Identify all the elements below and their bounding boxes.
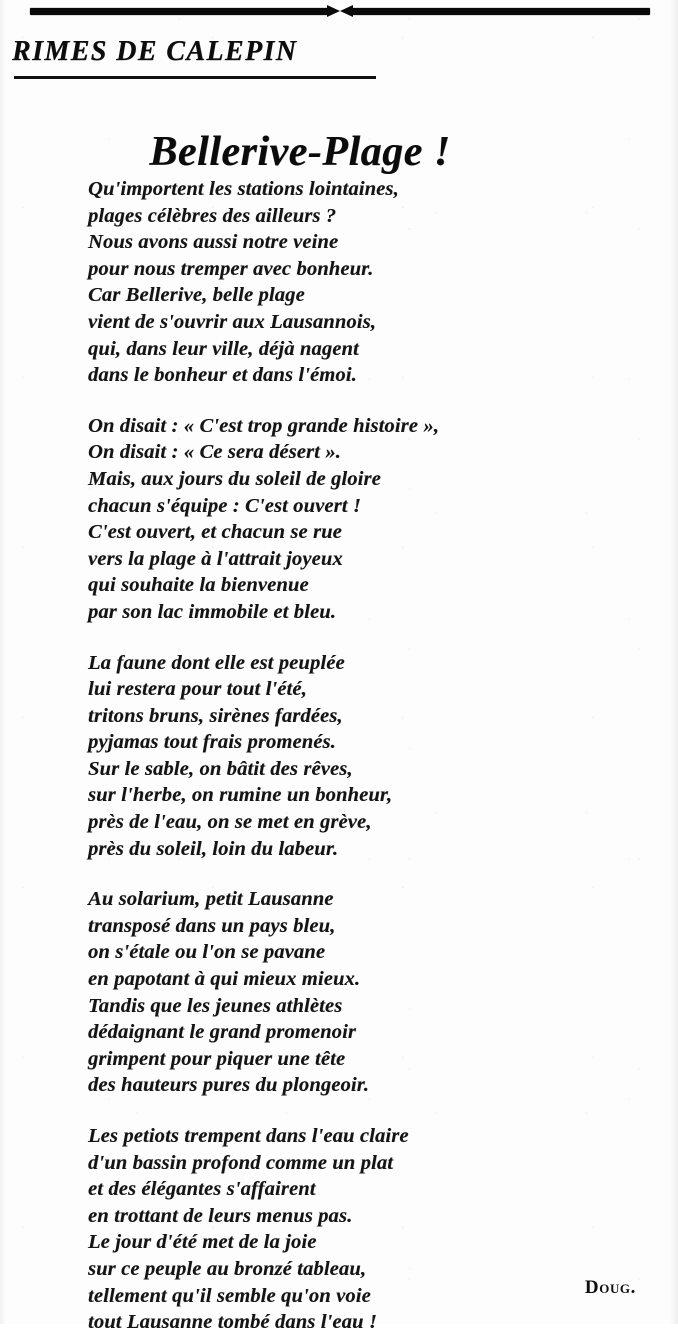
verse-line: On disait : « Ce sera désert ». bbox=[88, 441, 341, 464]
verse-line: vient de s'ouvrir aux Lausannois, bbox=[88, 310, 377, 333]
verse-line: tout Lausanne tombé dans l'eau ! bbox=[88, 1311, 378, 1334]
verse-line: Car Bellerive, belle plage bbox=[88, 284, 305, 307]
stanza bbox=[88, 650, 648, 863]
verse-line: près du soleil, loin du labeur. bbox=[88, 837, 339, 860]
author-signature: Doug. bbox=[584, 1277, 636, 1298]
page-title: Bellerive-Plage ! bbox=[149, 129, 451, 176]
verse-line: Sur le sable, on bâtit des rêves, bbox=[88, 757, 353, 780]
verse-line: tritons bruns, sirènes fardées, bbox=[88, 704, 343, 727]
stanza bbox=[88, 413, 648, 626]
verse-line: pour nous tremper avec bonheur. bbox=[88, 257, 374, 280]
verse-line: Qu'importent les stations lointaines, bbox=[88, 178, 399, 200]
verse-line: grimpent pour piquer une tête bbox=[88, 1047, 346, 1070]
verse-line: qui, dans leur ville, déjà nagent bbox=[88, 337, 359, 360]
stanza bbox=[88, 886, 648, 1099]
top-ornamental-rule bbox=[30, 5, 650, 18]
verse-line: pyjamas tout frais promenés. bbox=[88, 731, 336, 754]
verse-line: par son lac immobile et bleu. bbox=[88, 600, 337, 623]
verse-line: tellement qu'il semble qu'on voie bbox=[88, 1284, 371, 1307]
kicker-underline-rule bbox=[14, 76, 376, 79]
verse-line: on s'étale ou l'on se pavane bbox=[88, 941, 326, 964]
verse-line: Nous avons aussi notre veine bbox=[88, 231, 339, 254]
stanza bbox=[88, 176, 648, 389]
verse-line: La faune dont elle est peuplée bbox=[88, 651, 345, 674]
verse-line: en trottant de leurs menus pas. bbox=[88, 1204, 353, 1227]
verse-line: des hauteurs pures du plongeoir. bbox=[88, 1074, 370, 1097]
verse-line: chacun s'équipe : C'est ouvert ! bbox=[88, 494, 362, 517]
verse-line: On disait : « C'est trop grande histoire », bbox=[88, 414, 440, 437]
verse-line: vers la plage à l'attrait joyeux bbox=[88, 547, 343, 570]
verse-line: sur ce peuple au bronzé tableau, bbox=[88, 1257, 367, 1280]
verse-line: C'est ouvert, et chacun se rue bbox=[88, 521, 342, 544]
verse-line: dédaignant le grand promenoir bbox=[88, 1021, 357, 1044]
verse-line: transposé dans un pays bleu, bbox=[88, 914, 336, 937]
verse-line: Les petiots trempent dans l'eau claire bbox=[88, 1125, 409, 1147]
column-kicker: RIMES DE CALEPIN bbox=[12, 36, 298, 67]
verse-line: Mais, aux jours du soleil de gloire bbox=[88, 467, 381, 490]
verse-line: Tandis que les jeunes athlètes bbox=[88, 994, 343, 1017]
verse-line: lui restera pour tout l'été, bbox=[88, 678, 307, 701]
verse-line: d'un bassin profond comme un plat bbox=[88, 1151, 394, 1174]
verse-line: qui souhaite la bienvenue bbox=[88, 574, 309, 597]
verse-line: près de l'eau, on se met en grève, bbox=[88, 811, 372, 834]
verse-line: et des élégantes s'affairent bbox=[88, 1178, 316, 1201]
verse-line: plages célèbres des ailleurs ? bbox=[88, 204, 337, 227]
verse-line: en papotant à qui mieux mieux. bbox=[88, 968, 361, 991]
poem-body bbox=[88, 176, 648, 1336]
verse-line: Au solarium, petit Lausanne bbox=[88, 888, 334, 911]
stanza bbox=[88, 1123, 648, 1336]
verse-line: dans le bonheur et dans l'émoi. bbox=[88, 364, 357, 387]
bowtie-ornament-icon bbox=[327, 5, 353, 18]
verse-line: sur l'herbe, on rumine un bonheur, bbox=[88, 784, 393, 807]
verse-line: Le jour d'été met de la joie bbox=[88, 1231, 317, 1254]
